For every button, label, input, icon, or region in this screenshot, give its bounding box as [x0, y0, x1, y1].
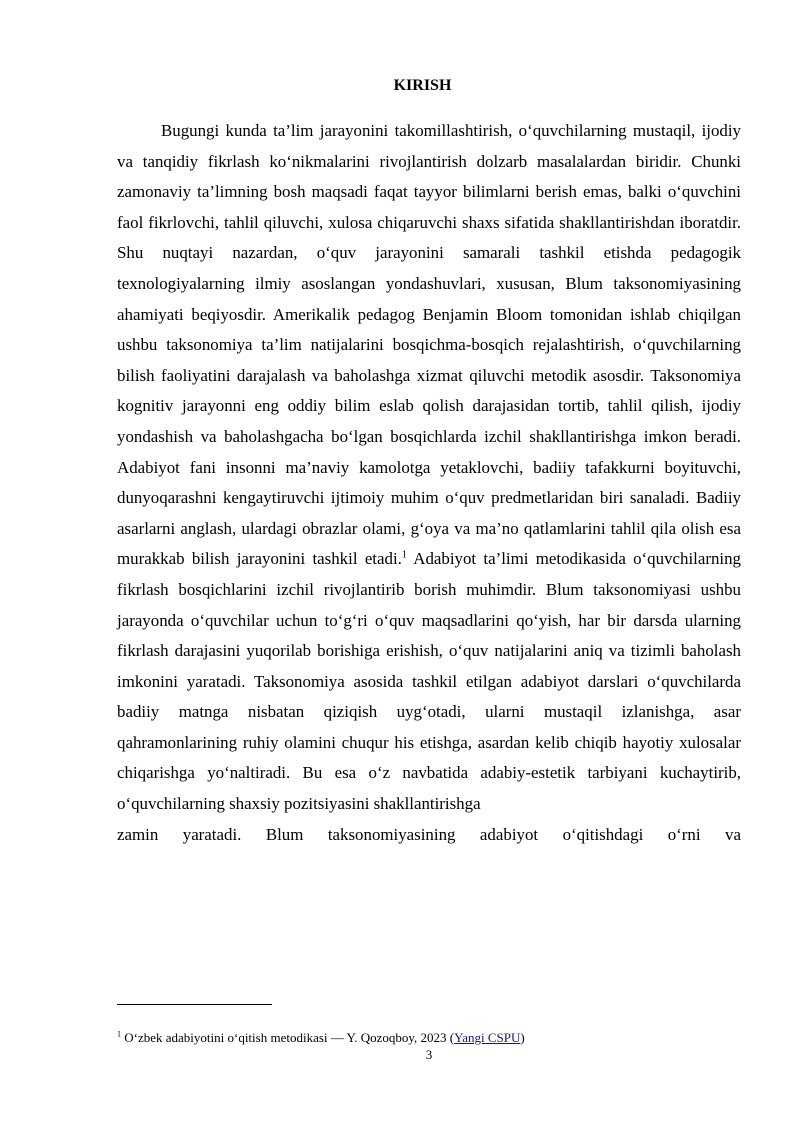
footnote-reference[interactable]: 1 — [401, 549, 407, 561]
paragraph-text-part2: Adabiyot ta’limi metodikasida o‘quvchilarning fikrlash bosqichlarini izchil rivojlantirib borish muhimdir. Blum taksonomiyasi ushbu jarayonda o‘quvchilar uchun to‘g‘ri o‘quv maqsadlarini qo‘yish, har bir darsda ularning fikrlash darajasini yuqorilab borishiga erishish, o‘quv natijalarini aniq va tizimli baholash imkonini yaratadi. Taksonomiya asosida tashkil etilgan adabiyot darslari o‘quvchilarda badiiy matnga nisbatan qiziqish uyg‘otadi, ularni mustaqil izlanishga, asar qahramonlarining ruhiy olamini chuqur his etishga, asardan kelib chiqib hayotiy xulosalar chiqarishga yo‘naltiradi. Bu esa o‘z navbatida adabiy-estetik tarbiyani kuchaytirib, o‘quvchilarning shaxsiy pozitsiyasini shakllantirishga — [117, 549, 741, 814]
footnote-number: 1 — [117, 1029, 121, 1039]
footnote-closing: ) — [520, 1030, 525, 1045]
footnote-separator — [117, 1004, 272, 1005]
footnote-text: O‘zbek adabiyotini o‘qitish metodikasi — Y. Qozoqboy, 2023 ( — [121, 1030, 455, 1045]
page-number: 3 — [425, 1047, 433, 1062]
section-heading: KIRISH — [393, 77, 452, 94]
paragraph-text-part1: Bugungi kunda ta’lim jarayonini takomillashtirish, o‘quvchilarning mustaqil, ijodiy va tanqidiy fikrlash ko‘nikmalarini rivojlantirish dolzarb masalalardan biridir. Chunki zamonaviy ta’limning bosh maqsadi faqat tayyor bilimlarni berish emas, balki o‘quvchini faol fikrlovchi, tahlil qiluvchi, xulosa chiqaruvchi shaxs sifatida shakllantirishdan iboratdir. Shu nuqtayi nazardan, o‘quv jarayonini samarali tashkil etishda pedagogik texnologiyalarning ilmiy asoslangan yondashuvlari, xususan, Blum taksonomiyasining ahamiyati beqiyosdir. Amerikalik pedagog Benjamin Bloom tomonidan ishlab chiqilgan ushbu taksonomiya ta’lim natijalarini bosqichma-bosqich rejalashtirish, o‘quvchilarning bilish faoliyatini darajalash va baholashga xizmat qiluvchi metodik asosdir. Taksonomiya kognitiv jarayonni eng oddiy bilim eslab qolish darajasidan tortib, tahlil qilish, ijodiy yondashish va baholashgacha bo‘lgan bosqichlarda izchil shakllantirishga imkon beradi. Adabiyot fani insonni ma’naviy kamolotga yetaklovchi, badiiy tafakkurni boyituvchi, dunyoqarashni kengaytiruvchi ijtimoiy muhim o‘quv predmetlaridan biri sanaladi. Badiiy asarlarni anglash, ulardagi obrazlar olami, g‘oya va ma’no qatlamlarini tahlil qila olish esa murakkab bilish jarayonini tashkil etadi. — [117, 121, 741, 569]
body-paragraph — [117, 116, 741, 850]
paragraph-last-line: zamin yaratadi. Blum taksonomiyasining adabiyot o‘qitishdagi o‘rni va — [117, 824, 741, 844]
footnote — [117, 1030, 741, 1046]
footnote-source-link[interactable]: Yangi CSPU — [454, 1030, 521, 1045]
